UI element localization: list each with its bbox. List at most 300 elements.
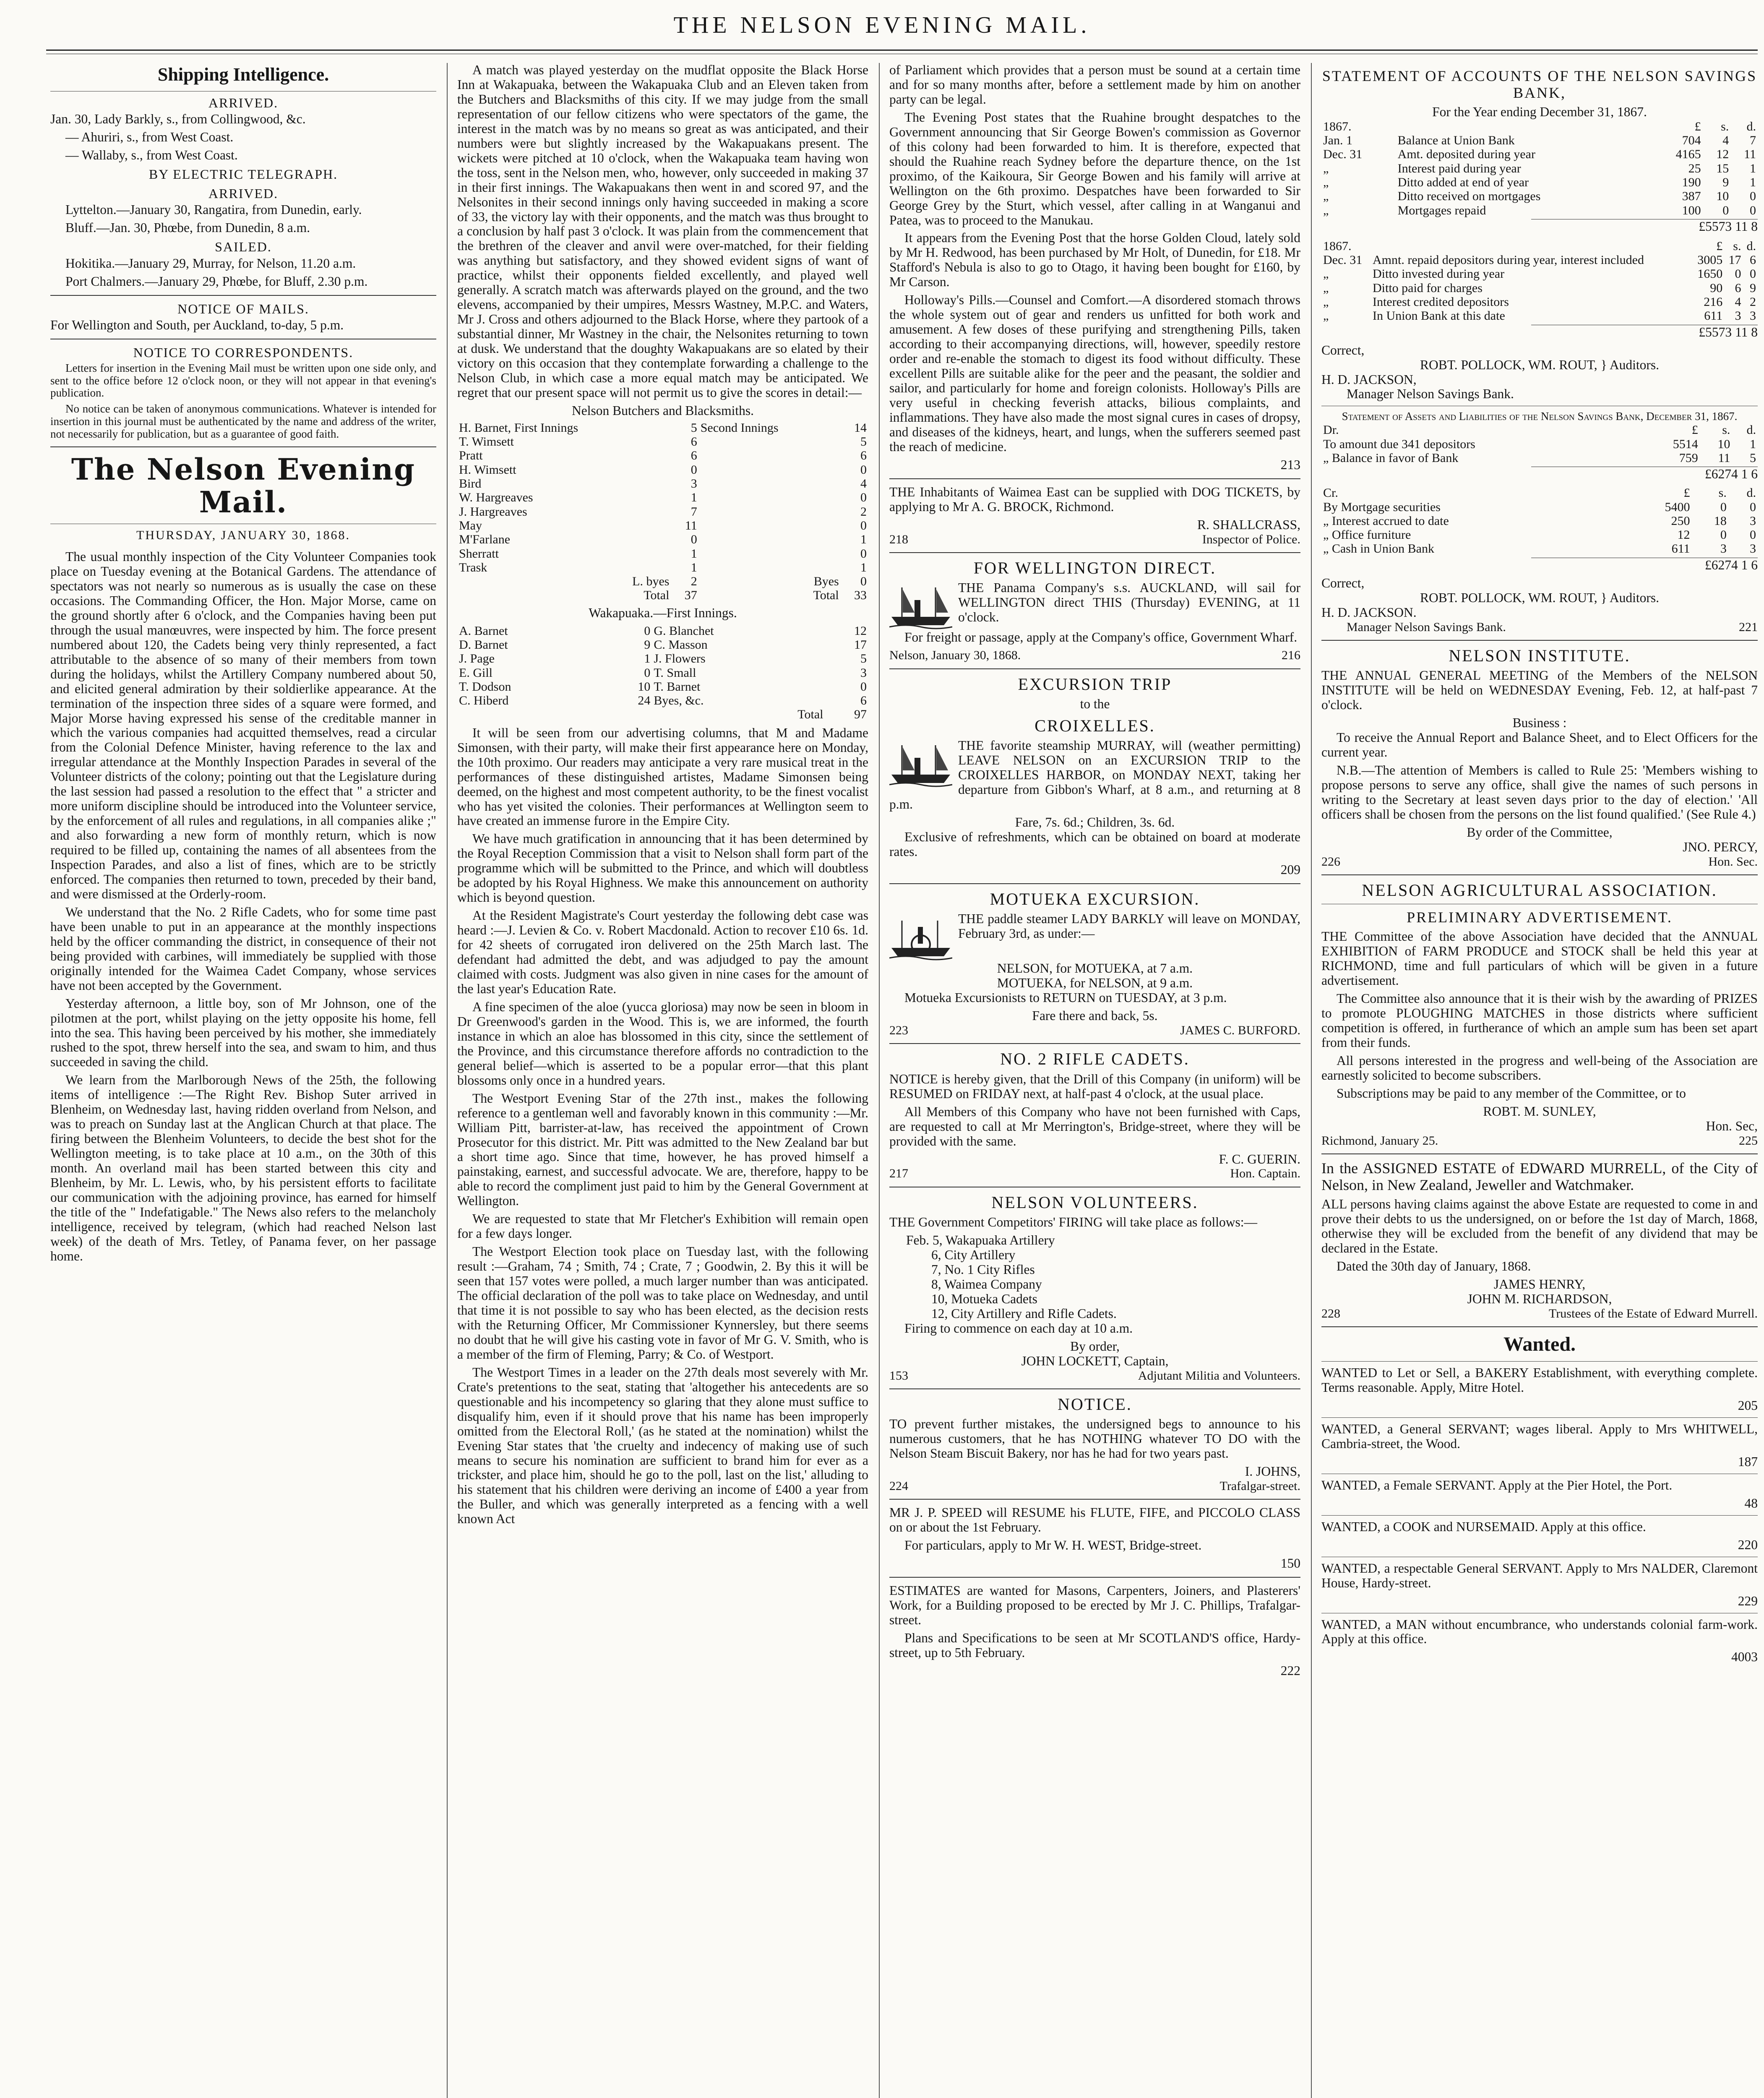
manager-role: Manager Nelson Savings Bank. (1347, 620, 1506, 634)
ledger-shillings: s. (1721, 119, 1729, 133)
ledger-pounds: 4165 (1675, 147, 1701, 162)
excursion-ad-text: THE favorite steamship MURRAY, will (weather permitting) LEAVE NELSON on an EXCURSION TRIP to the CROIXELLES HARBOR, on MONDAY NEXT, taking her departure from Gibbon's Wharf, at 8 a.m., and returning at 8 p.m. (889, 738, 1300, 812)
volunteers-ad-text: THE Government Competitors' FIRING will take place as follows:— (889, 1215, 1258, 1230)
wanted-ad (1321, 1618, 1758, 1665)
ledger-shillings: 10 (1717, 437, 1730, 451)
score-row (457, 680, 868, 694)
ledger-pence: 5 (1750, 451, 1756, 465)
ledger-pence: 7 (1750, 133, 1756, 148)
ledger-item: „ Interest accrued to date (1323, 514, 1449, 528)
total-label: Total (644, 588, 670, 603)
column-divider (879, 63, 880, 2098)
ledger-date: „ (1323, 267, 1329, 281)
ledger-date: „ (1323, 175, 1329, 190)
total-score: 37 (684, 588, 697, 603)
agricultural-text: THE Committee of the above Association have decided that the ANNUAL EXHIBITION of FARM PRODUCE and STOCK shall be held this year at RICHMOND, time and full particulars of which will be given in a future advertisement. (1321, 929, 1758, 988)
article-paragraph: We understand that the No. 2 Rifle Cadets, who for some time past have been unable to put in an appearance at the monthly inspections held by the officer commanding the district, in consequence of their not being provided with carbines, will immediately be supplied with those originally intended for the Waimea Cadet Company, whose services have not been accepted by the Government. (50, 904, 436, 993)
ledger-pence: 0 (1750, 203, 1756, 217)
ledger-pounds: 5514 (1673, 437, 1698, 451)
ledger-pounds: 216 (1704, 295, 1723, 309)
ledger-pence: 3 (1750, 514, 1756, 528)
statement-credit-table (1321, 239, 1758, 323)
ledger-pence: 1 (1750, 437, 1756, 451)
ledger-pounds: 387 (1682, 189, 1701, 204)
score-heading: Nelson Butchers and Blacksmiths. (572, 403, 754, 418)
ledger-row (1321, 120, 1758, 133)
player-name: May (459, 518, 482, 532)
ledger-date: „ (1323, 189, 1329, 204)
agricultural-text: Subscriptions may be paid to any member of the Committee, or to (1337, 1086, 1686, 1101)
score: 4 (860, 477, 867, 491)
ledger-item (1371, 239, 1691, 253)
excursion-fare: Fare, 7s. 6d.; Children, 3s. 6d. (1015, 815, 1175, 830)
ledger-pounds: 759 (1679, 451, 1698, 465)
issue-date: THURSDAY, JANUARY 30, 1868. (136, 528, 350, 542)
ledger-item: Ditto added at end of year (1397, 175, 1529, 190)
speed-ad-text: MR J. P. SPEED will RESUME his FLUTE, FIFE, and PICCOLO CLASS on or about the 1st February. (889, 1505, 1300, 1535)
ledger-date: „ (1323, 281, 1329, 295)
ad-number: 209 (1280, 862, 1300, 877)
ad-signature: JNO. PERCY, (1683, 839, 1758, 854)
ledger-pounds: 25 (1688, 161, 1701, 175)
ad-number: 187 (1738, 1454, 1758, 1469)
ditto (699, 491, 841, 504)
ledger-row (1321, 281, 1758, 295)
auditors-label: Auditors. (1609, 357, 1659, 372)
sailed-line: Hokitika.—January 29, Murray, for Nelson, 11.20 a.m. (65, 256, 356, 271)
ledger-pence: d. (1746, 119, 1756, 133)
ledger-pence: 1 (1750, 161, 1756, 175)
divider (889, 1577, 1300, 1578)
ledger-row (1321, 423, 1758, 437)
ad-number: 218 (889, 532, 908, 546)
score-cell: 14 (854, 420, 867, 435)
notice-ad-title: NOTICE. (1058, 1394, 1132, 1414)
score-cell: Second Innings (700, 420, 779, 435)
institute-nb: N.B.—The attention of Members is called to Rule 25: 'Members wishing to propose persons to serve any office, shall give the names of such persons in writing to the Secretary at least seven days prior to the day of election.' 'All officers shall be chosen from the persons on the list found qualified.' (See Rule 4.) (1321, 762, 1758, 822)
ledger-item: Mortgages repaid (1397, 203, 1486, 217)
player-name: H. Wimsett (459, 462, 516, 477)
nelson-scorecard (457, 421, 868, 603)
auditors-label: Auditors. (1609, 590, 1659, 605)
ledger-total: £5573 11 8 (1531, 219, 1758, 234)
paper-title: The Nelson Evening Mail. (71, 452, 416, 520)
ledger-row (1321, 500, 1758, 514)
player-name: Pratt (459, 449, 483, 463)
ledger-item: Ditto received on mortgages (1397, 189, 1541, 204)
ledger-shillings: 11 (1718, 451, 1730, 465)
manager-name: H. D. JACKSON, (1321, 372, 1417, 387)
score: 0 (690, 462, 697, 477)
player-name: J. Page (459, 652, 495, 666)
rifle-ad-title: NO. 2 RIFLE CADETS. (1000, 1049, 1190, 1069)
dog-ticket-ad: THE Inhabitants of Waimea East can be supplied with DOG TICKETS, by applying to Mr A. G. BROCK, Richmond. (889, 484, 1300, 514)
agricultural-title: NELSON AGRICULTURAL ASSOCIATION. (1362, 880, 1717, 900)
player-name: W. Hargreaves (459, 491, 533, 505)
article-paragraph: The Westport Times in a leader on the 27th deals most severely with Mr. Crate's pretentions to the seat, stating that 'altogether his antecedents are so questionable and his incompetency so glaring that they alone must suffice to disqualify him, even if it should prove that his name has been improperly omitted from the Electoral Roll,' (as he stated at the nomination) whilst the Evening Star states that 'the cruelty and indecency of making use of such means to secure his nomination are sufficient to brand him for ever as a trickster, and place him, should he go to the poll, last on the list,' alluding to his statement that his children were deriving an income of £400 a year from the Buller, and which was generally interpreted as a fencing with a well known Act (457, 1365, 868, 1527)
column-divider (1311, 63, 1312, 2098)
article-paragraph: The Westport Election took place on Tuesday last, with the following result :—Graham, 74 ; Smith, 74 ; Crate, 7 ; Goodwin, 2. By this it will be seen that 157 votes were polled, a much larger number than was anticipated. The official declaration of the poll was to take place on Wednesday, and until that time it is not possible to say who has been elected, as the decision rests with the Returning Officer, Mr Commissioner Kynnersley, but there seems no doubt that he will give his casting vote in favor of Mr G. V. Smith, who is a member of the firm of Fleming, Parry; & Co. of Westport. (457, 1244, 868, 1362)
assets-credit-table (1321, 486, 1758, 556)
score: 6 (690, 449, 697, 463)
wanted-ad-text: WANTED, a MAN without encumbrance, who understands colonial farm-work. Apply at this office. (1321, 1617, 1758, 1647)
score-cell: 5 (690, 420, 697, 435)
ledger-date: Jan. 1 (1323, 133, 1352, 148)
ledger-shillings: 6 (1735, 281, 1741, 295)
score-header-row (457, 421, 868, 435)
score: 0 (860, 462, 867, 477)
ledger-row (1321, 514, 1758, 528)
masthead-rule (46, 50, 1758, 51)
mails-text: For Wellington and South, per Auckland, to-day, 5 p.m. (50, 318, 344, 333)
ledger-pounds: £ (1691, 423, 1698, 437)
auditors-line: ROBT. POLLOCK, WM. ROUT, } Auditors. (1420, 590, 1659, 605)
score: 0 (644, 624, 651, 638)
masthead: THE NELSON EVENING MAIL. (673, 12, 1091, 38)
agricultural-text: The Committee also announce that it is their wish by the awarding of PRIZES to promote PLOUGHING MATCHES in those districts where sufficient competition is offered, in furtherance of which an ample sum has been set apart from their funds. (1321, 991, 1758, 1050)
correspondents-text: No notice can be taken of anonymous communications. Whatever is intended for insertion in this journal must be authenticated by the name and address of the writer, not necessarily for publication, but as a guarantee of good faith. (50, 402, 436, 441)
ledger-pence: 0 (1750, 267, 1756, 281)
wanted-ad (1321, 1422, 1758, 1469)
assets-debit-table (1321, 423, 1758, 465)
ledger-pounds: 90 (1710, 281, 1723, 295)
ad-date: Nelson, January 30, 1868. (889, 648, 1021, 663)
ad-number: 225 (1739, 1133, 1758, 1148)
column-4 (1321, 63, 1758, 2098)
ledger-pounds: 611 (1671, 542, 1690, 556)
player-name: A. Barnet (459, 624, 508, 638)
score-row (457, 561, 868, 574)
ad-role: Hon. Sec, (1706, 1118, 1758, 1133)
ledger-shillings: 4 (1722, 133, 1729, 148)
total-label: Total (813, 588, 839, 603)
divider (1321, 640, 1758, 641)
ledger-item: Interest paid during year (1397, 161, 1521, 175)
ledger-item: „ Office furniture (1323, 528, 1411, 542)
ledger-item: Cr. (1323, 486, 1338, 500)
score: 1 (690, 560, 697, 574)
score-row (457, 435, 868, 449)
ledger-pence: 0 (1750, 528, 1756, 542)
extras-label: Byes (813, 574, 839, 589)
volunteers-ad-title: NELSON VOLUNTEERS. (991, 1193, 1199, 1212)
institute-text: THE ANNUAL GENERAL MEETING of the Members of the NELSON INSTITUTE will be held on WEDNESDAY Evening, Feb. 12, at half-past 7 o'clock. (1321, 668, 1758, 712)
divider (889, 478, 1300, 479)
player-name: T. Barnet (654, 679, 701, 694)
ledger-date: Dec. 31 (1323, 253, 1363, 267)
ledger-pence: 0 (1750, 500, 1756, 514)
ledger-blank (1618, 542, 1626, 556)
player-name: Trask (459, 560, 487, 574)
ditto (699, 505, 841, 519)
ad-role: Inspector of Police. (1202, 532, 1300, 546)
ledger-pence: 9 (1750, 281, 1756, 295)
arrival-line: — Ahuriri, s., from West Coast. (65, 130, 234, 145)
player-name: E. Gill (459, 665, 492, 680)
institute-business: Business : (1512, 715, 1567, 731)
ledger-pence: 11 (1744, 147, 1756, 162)
estimates-ad-text: ESTIMATES are wanted for Masons, Carpenters, Joiners, and Plasterers' Work, for a Building proposed to be erected by Mr J. C. Phillips, Trafalgar-street. (889, 1583, 1300, 1628)
schedule-item: 6, City Artillery (931, 1247, 1016, 1263)
ledger-item: Amt. deposited during year (1397, 147, 1535, 162)
excursion-ad-title: EXCURSION TRIP (1018, 674, 1172, 694)
auditor-names: ROBT. POLLOCK, WM. ROUT, (1420, 590, 1597, 605)
firing-schedule (889, 1233, 1300, 1321)
ledger-date: „ (1323, 295, 1329, 309)
ledger-pounds: 611 (1704, 309, 1723, 323)
ditto (699, 561, 841, 574)
player-name: T. Dodson (459, 679, 511, 694)
ad-signature: JAMES C. BURFORD. (1180, 1023, 1300, 1038)
estate-text: ALL persons having claims against the above Estate are requested to come in and prove their debts to us the undersigned, on or before the 1st day of March, 1868, otherwise they will be excluded from the benefit of any dividend that may be declared in the Estate. (1321, 1196, 1758, 1255)
ad-number: 229 (1738, 1593, 1758, 1608)
ledger-row (1321, 267, 1758, 281)
statement-debit-table (1321, 120, 1758, 217)
ledger-row (1321, 542, 1758, 556)
score-row (457, 519, 868, 532)
wellington-ad-text: THE Panama Company's s.s. AUCKLAND, will sail for WELLINGTON direct THIS (Thursday) EVENING, at 11 o'clock. (958, 580, 1300, 625)
player-name: J. Flowers (654, 652, 706, 666)
divider (50, 295, 436, 296)
ad-signature: R. SHALLCRASS, (1197, 517, 1300, 532)
ad-role: Trustees of the Estate of Edward Murrell. (1549, 1306, 1758, 1320)
player-name: G. Blanchet (654, 624, 714, 638)
score: 0 (860, 518, 867, 532)
holloway-paragraph: Holloway's Pills.—Counsel and Comfort.—A disordered stomach throws the whole system out of gear and renders us unfitted for both work and amusement. A few doses of these purifying and strengthening Pills, taken according to their accompanying directions, will, however, speedily restore order and re-enable the stomach to digest its food without difficulty. These excellent Pills are suitable alike for the peer and the peasant, the soldier and sailor, and particularly for home and foreign colonists. Holloway's Pills are very useful in checking feverish attacks, bilious complaints, and inflammations. They have also made the most signal cures in cases of dropsy, and diseases of the kidneys, heart, and lungs, when the sufferers seemed past the reach of medicine. (889, 292, 1300, 454)
ledger-shillings: 9 (1722, 175, 1729, 190)
ad-number: 224 (889, 1479, 908, 1493)
ledger-pounds: 5400 (1665, 500, 1690, 514)
ledger-shillings: 3 (1735, 309, 1741, 323)
ledger-shillings: 0 (1735, 267, 1741, 281)
score: 24 (638, 694, 651, 708)
schedule-item: 10, Motueka Cadets (931, 1291, 1037, 1306)
mails-title: NOTICE OF MAILS. (177, 301, 309, 316)
article-paragraph: of Parliament which provides that a person must be sound at a certain time and for so many months after, before a settlement made by him on another party can be legal. (889, 63, 1300, 107)
ledger-shillings: 10 (1716, 189, 1729, 204)
ad-role: Hon. Sec. (1708, 854, 1758, 869)
ad-order: By order of the Committee, (1467, 825, 1613, 840)
score: 10 (638, 679, 651, 694)
extras-label: Byes, &c. (654, 694, 704, 708)
arrival-line: Jan. 30, Lady Barkly, s., from Collingwood, &c. (50, 112, 306, 127)
statement-subtitle: For the Year ending December 31, 1867. (1432, 104, 1647, 119)
wanted-ad (1321, 1520, 1758, 1553)
ledger-shillings: s. (1718, 486, 1727, 500)
ditto (699, 547, 841, 561)
score-cell: H. Barnet, First Innings (459, 420, 578, 435)
ad-number: 150 (1280, 1556, 1300, 1571)
excursion-ad-text: Exclusive of refreshments, which can be obtained on board at moderate rates. (889, 829, 1300, 859)
ledger-pounds: 190 (1682, 175, 1701, 190)
ledger-shillings: 15 (1716, 161, 1729, 175)
ledger-shillings: 0 (1722, 203, 1729, 217)
ledger-date: „ (1323, 309, 1329, 323)
ledger-pounds: 250 (1671, 514, 1690, 528)
player-name: Sherratt (459, 546, 499, 561)
ledger-total: £5573 11 8 (1531, 325, 1758, 340)
statement-title: STATEMENT OF ACCOUNTS OF THE NELSON SAVINGS BANK, (1322, 68, 1757, 101)
ledger-blank (1618, 486, 1626, 500)
score: 5 (860, 435, 867, 449)
score: 2 (690, 574, 697, 589)
ad-signature: I. JOHNS, (1245, 1464, 1300, 1479)
speed-ad-text: For particulars, apply to Mr W. H. WEST, Bridge-street. (904, 1538, 1202, 1553)
schedule-item: 7, No. 1 City Rifles (931, 1262, 1035, 1277)
ad-correct: Correct, (1321, 342, 1365, 357)
article-paragraph: We are requested to state that Mr Fletcher's Exhibition will remain open for a few days longer. (457, 1211, 868, 1241)
manager-name: H. D. JACKSON. (1321, 605, 1417, 620)
ledger-item: By Mortgage securities (1323, 500, 1441, 514)
ledger-pounds: 1650 (1697, 267, 1723, 281)
article-paragraph: It appears from the Evening Post that the horse Golden Cloud, lately sold by Mr H. Redwood, has been purchased by Mr Holt, of Dunedin, for £18. Mr Stafford's Nebula is also to go to Otago, it having been bought for £160, by Mr Carson. (889, 230, 1300, 290)
manager-role: Manager Nelson Savings Bank. (1347, 386, 1514, 402)
ad-number: 48 (1744, 1495, 1758, 1511)
ledger-shillings: 4 (1735, 295, 1741, 309)
institute-title: NELSON INSTITUTE. (1449, 646, 1631, 665)
extras-label: L. byes (632, 574, 670, 589)
ledger-row (1321, 147, 1758, 161)
player-name: C. Masson (654, 637, 708, 652)
rifle-ad-text: All Members of this Company who have not been furnished with Caps, are requested to call at Mr Merrington's, Bridge-street, where they will be provided with the same. (889, 1104, 1300, 1148)
ledger-shillings: 12 (1716, 147, 1729, 162)
divider (1321, 874, 1758, 875)
ledger-shillings: 3 (1720, 542, 1727, 556)
ad-number: 223 (889, 1023, 908, 1038)
volunteers-ad-text: Firing to commence on each day at 10 a.m. (904, 1320, 1133, 1336)
article-paragraph: A fine specimen of the aloe (yucca gloriosa) may now be seen in bloom in Dr Greenwood's garden in the Wood. This is, we are informed, the fourth instance in which an aloe has blossomed in this city, since the settlement of the Province, and this circumstance therefore affords no contradiction to the general belief—which is asserted to be a popular error—that this plant blossoms only once in a hundred years. (457, 999, 868, 1088)
divider (1321, 1326, 1758, 1327)
ledger-item: „ Balance in favor of Bank (1323, 451, 1459, 465)
tel-arrived-label: ARRIVED. (208, 185, 279, 201)
score-row (457, 694, 868, 707)
ledger-pounds: 704 (1682, 133, 1701, 148)
ad-number: 220 (1738, 1537, 1758, 1552)
tel-arrival-line: Bluff.—Jan. 30, Phœbe, from Dunedin, 8 a.m. (65, 220, 310, 235)
sailed-line: Port Chalmers.—January 29, Phœbe, for Bluff, 2.30 p.m. (65, 274, 368, 289)
ledger-row (1321, 239, 1758, 253)
agricultural-subtitle: PRELIMINARY ADVERTISEMENT. (1407, 909, 1673, 926)
ledger-pence: 1 (1750, 175, 1756, 190)
ledger-total: £6274 1 6 (1531, 467, 1758, 482)
score-total-row (457, 588, 868, 602)
ledger-date: Dec. 31 (1323, 147, 1363, 162)
ad-signature: ROBT. M. SUNLEY, (1483, 1104, 1596, 1119)
ledger-row (1321, 437, 1758, 451)
ledger-row (1321, 162, 1758, 175)
score: 1 (644, 652, 651, 666)
auditors-line: ROBT. POLLOCK, WM. ROUT, } Auditors. (1420, 357, 1659, 372)
score: 1 (860, 532, 867, 547)
article-paragraph: We learn from the Marlborough News of the 25th, the following items of intelligence :—The Right Rev. Bishop Suter arrived in Blenheim, on Wednesday last, having ridden overland from Nelson, and was to preach on Sunday last at the Anglican Church at that place. The firing between the Blenheim Volunteers, to decide the best shot for the Wellington meeting, is to take place at 10 a.m., on the 30th of this month. An overland mail has been started between this city and Blenheim, by Mr. L. Lewis, who, by his persistent efforts to facilitate our communication with the adjoining province, has earned for himself the title of the " Indefatigable." The News also refers to the melancholy intelligence, received by telegram, (which had reached Nelson last week) of the death of Mrs. Tetley, of Panama fever, on her passage home. (50, 1072, 436, 1263)
correspondents-text: Letters for insertion in the Evening Mail must be written upon one side only, and sent to the office before 12 o'clock noon, or they will not appear in that evening's publication. (50, 361, 436, 399)
wanted-ad-text: WANTED, a respectable General SERVANT. Apply to Mrs NALDER, Claremont House, Hardy-street. (1321, 1560, 1758, 1590)
wellington-ad-text: For freight or passage, apply at the Company's office, Government Wharf. (904, 630, 1298, 645)
total-label: Total (797, 707, 823, 722)
score: 0 (860, 491, 867, 505)
ledger-blank (1635, 437, 1642, 451)
ledger-item: Ditto invested during year (1373, 267, 1505, 281)
player-name: Bird (459, 477, 482, 491)
score: 3 (860, 665, 867, 680)
score-row (457, 666, 868, 680)
ledger-shillings: s. (1722, 423, 1730, 437)
ad-role: Hon. Captain. (1230, 1166, 1300, 1181)
ledger-pence: d. (1746, 423, 1756, 437)
divider (1321, 1153, 1758, 1154)
schedule-item: 8, Waimea Company (931, 1276, 1042, 1292)
score: 0 (860, 574, 867, 589)
ledger-pounds: £ (1716, 239, 1723, 253)
schedule-item: 12, City Artillery and Rifle Cadets. (931, 1306, 1117, 1321)
ledger-item: Balance at Union Bank (1397, 133, 1515, 148)
column-divider (447, 63, 448, 2098)
sailed-label: SAILED. (215, 239, 272, 255)
motueka-fare: Fare there and back, 5s. (1032, 1008, 1158, 1023)
ditto (699, 449, 841, 462)
excursion-ad-place: CROIXELLES. (1034, 716, 1155, 735)
ledger-item: In Union Bank at this date (1373, 309, 1505, 323)
schedule-item: Feb. 5, Wakapuaka Artillery (906, 1233, 1055, 1248)
score-row (457, 505, 868, 519)
ledger-item: Dr. (1323, 423, 1339, 437)
divider (889, 1388, 1300, 1389)
ledger-item: Ditto paid for charges (1373, 281, 1483, 295)
ad-number: 205 (1738, 1398, 1758, 1413)
ditto (699, 477, 841, 491)
player-name: C. Hiberd (459, 694, 509, 708)
ledger-shillings: 0 (1720, 500, 1727, 514)
ledger-shillings: 17 (1728, 253, 1741, 267)
ledger-date: „ (1323, 203, 1329, 217)
ad-number: 216 (1282, 648, 1300, 663)
ledger-pounds: 12 (1677, 528, 1690, 542)
article-paragraph: A match was played yesterday on the mudflat opposite the Black Horse Inn at Wakapuaka, between the Wakapuaka Club and an Eleven taken from the Butchers and Blacksmiths of this city. If we may judge from the small representation of our fellow citizens who were spectators of the game, the interest in the match was by no means so great as was anticipated, and their numbers were but slightly increased by the Wakapuakans present. The wickets were pitched at 10 o'clock, when the Wakapuaka team having won the toss, sent in the Nelson men, who, however, only succeeded in making 37 in their first innings. The Wakapuakans then went in and scored 97, and the Nelsonites in their second innings only having succeeded in making a score of 33, the victory lay with their opponents, and the match was thus brought to a conclusion by half past 3 o'clock. It was plain from the commencement that the brethren of the cleaver and anvil were over-matched, for their fielding was anything but satisfactory, and they showed evident signs of want of practice, whilst their opponents fielded excellently, and played well generally. A scratch match was afterwards played on the ground, and the two elevens, accompanied by their umpires, Messrs Wastney, M.P.C. and Waters, Mr J. Cross and others adjourned to the Black Horse, where they partook of a substantial dinner, Mr Wastney in the chair, the Nelsonites returning to town at dusk. We understand that the doughty Wakapuakans are so elated by their victory on this occasion that they contemplate forwarding a challenge to the Nelson Club, in which case a more equal match may be anticipated. We regret that our present space will not permit us to give the scores in detail:— (457, 63, 868, 400)
wanted-ad (1321, 1366, 1758, 1413)
player-name: T. Small (654, 665, 696, 680)
article-paragraph: The usual monthly inspection of the City Volunteer Companies took place on Tuesday evening at the Botanical Gardens. The attendance of spectators was not nearly so numerous as is usually the case on these occasions. The Commanding Officer, the Hon. Major Morse, came on the ground shortly after 6 o'clock, and the Companies having been put through the usual manœuvres, were inspected by him. The force present numbered about 120, the Cadets being very thinly represented, a fact attributable to the absence of so many of their members from town during the holidays, whilst the Artillery Company numbered about 50, and elicited general admiration by their soldierlike appearance. At the termination of the inspection three sides of a square were formed, and Major Morse having expressed his sense of the creditable manner in which the various companies had acquitted themselves, read a circular from the Colonial Defence Minister, having reference to the lax and irregular attendance at the Monthly Inspection Parades in several of the Volunteer districts of the colony; pointing out that the Legislature during the last session had passed a resolution to the effect that " a stricter and more uniform discipline should be introduced into the Volunteer service, by the enforcement of all rules and regulations, in all companies alike ;" and also forwarding a new form of monthly return, which is now required to be filled up, containing the names of all absentees from the Inspection Parades, and also a list of fines, which are to be strictly enforced. The companies then returned to town, preceded by their band, and were dismissed at the Orderly-room. (50, 549, 436, 901)
excursion-ad-to: to the (1080, 696, 1110, 711)
ditto (699, 532, 841, 546)
ledger-item: Amnt. repaid depositors during year, interest included (1373, 253, 1644, 267)
ledger-date: 1867. (1323, 119, 1352, 133)
ad-role: Adjutant Militia and Volunteers. (1138, 1368, 1300, 1383)
divider (1321, 1417, 1758, 1418)
score: 2 (860, 504, 867, 519)
score: 0 (690, 532, 697, 547)
ad-number: 217 (889, 1166, 908, 1181)
motueka-schedule: MOTUEKA, for NELSON, at 9 a.m. (997, 976, 1193, 991)
ditto (699, 519, 841, 532)
ledger-total: £6274 1 6 (1531, 558, 1758, 573)
score: 6 (690, 435, 697, 449)
score-row (457, 491, 868, 504)
ad-number: 226 (1321, 854, 1340, 869)
ad-number: 4003 (1731, 1649, 1758, 1665)
score: 12 (854, 624, 867, 638)
wanted-ad-text: WANTED, a COOK and NURSEMAID. Apply at this office. (1321, 1519, 1646, 1534)
divider (1321, 1515, 1758, 1516)
score-row (457, 449, 868, 462)
article-paragraph: At the Resident Magistrate's Court yesterday the following debt case was heard :—J. Levien & Co. v. Robert Macdonald. Action to recover £10 6s. 1d. for 42 sheets of corrugated iron delivered on the 25th March last. The defendant had admitted the debt, and was adjudged to pay the amount claimed with costs. Judgment was also given in nine cases for the amount of the last year's Education Rate. (457, 908, 868, 996)
ledger-pence: 2 (1750, 295, 1756, 309)
score: 11 (685, 518, 697, 532)
ledger-item: „ Cash in Union Bank (1323, 542, 1434, 556)
correspondents-title: NOTICE TO CORRESPONDENTS. (133, 345, 354, 360)
shipping-title: Shipping Intelligence. (157, 64, 329, 85)
score-total-row (457, 707, 868, 721)
total-score: 33 (854, 588, 867, 603)
